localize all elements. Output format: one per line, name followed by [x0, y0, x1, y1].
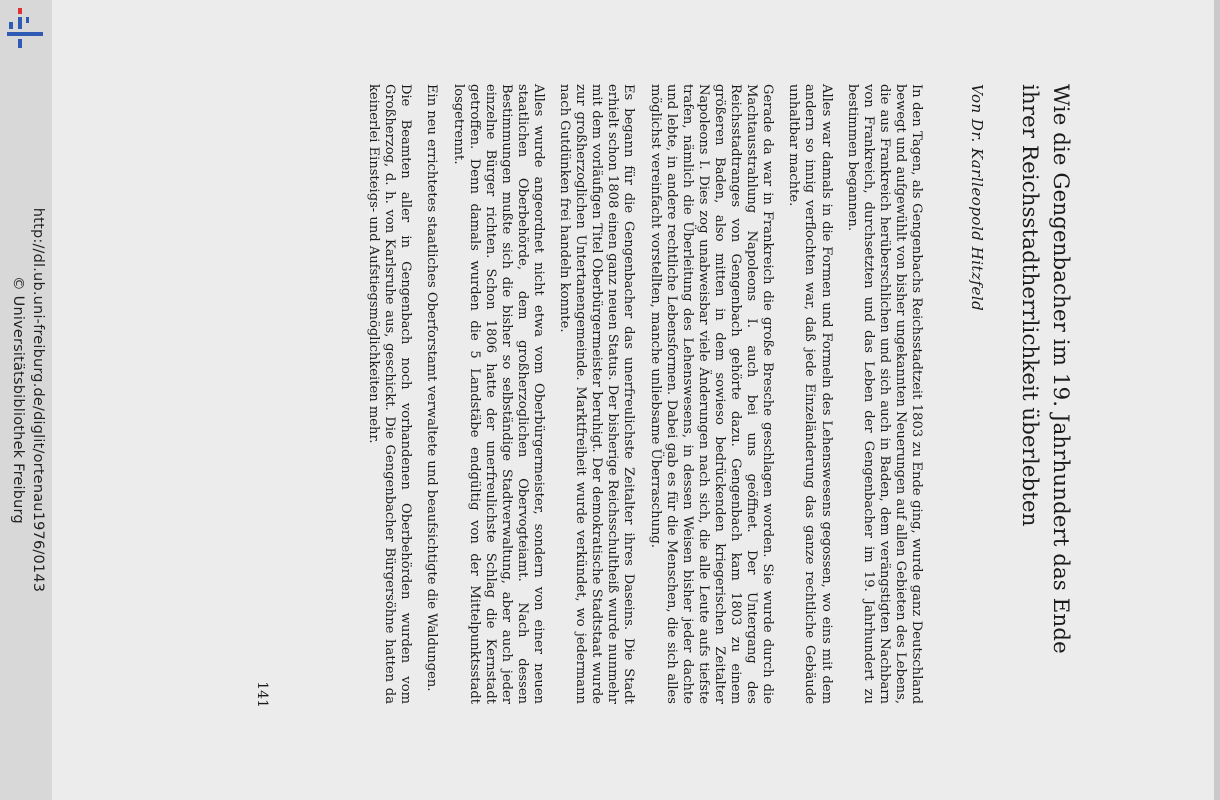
- viewer-sidebar: [0, 0, 52, 800]
- title-line: ihrer Reichsstadtherrlichkeit überlebten: [1017, 84, 1042, 527]
- source-url[interactable]: http://dl.ub.uni-freiburg.de/diglit/ortenau1976/0143: [30, 207, 46, 593]
- paragraph: Ein neu errichtetes staatliches Oberforstamt verwaltete und beaufsichtigte die Waldungen.: [424, 84, 440, 692]
- article-title: [1014, 84, 1076, 704]
- source-info: [4, 0, 48, 800]
- paragraph: Die Beamten aller in Gengenbach noch vorhandenen Oberbehörden wurden vom Großherzog, d. h. von Karlsruhe aus, geschickt. Die Gengenbacher Bürgersöhne hatten da keinerlei Einsteigs- und Aufstiegsmöglichkeiten mehr.: [366, 84, 414, 704]
- rotated-page-content: [122, 52, 1102, 712]
- page-edge: [1214, 0, 1220, 800]
- paragraph: Alles war damals in die Formen und Formeln des Lehenswesens gegossen, wo eins mit dem andern so innig verflochten war, daß jede Einzeländerung das ganze rechtliche Gebäude unhaltbar machte.: [786, 84, 834, 704]
- author-byline: Von Dr. Karlleopold Hitzfeld: [968, 84, 986, 312]
- article-body: [355, 84, 924, 704]
- page-number: 141: [254, 681, 270, 708]
- paragraph: In den Tagen, als Gengenbachs Reichsstadtzeit 1803 zu Ende ging, wurde ganz Deutschland bewegt und aufgewühlt von bisher ungekannten Neuerungen auf allen Gebieten des Lebens, die aus Frankreich herüberschlichen und sich auch in Baden, dem verängstigten Nachbarn von Frankreich, durchsetzten und das Leben der Gengenbacher im 19. Jahrhundert zu bestimmen begannen.: [844, 84, 924, 704]
- paragraph: Gerade da war in Frankreich die große Bresche geschlagen worden. Sie wurde durch die Machtausstrahlung Napoleons I. auch bei uns geöffnet. Der Untergang des Reichsstadtranges von Gengenbach gehörte dazu. Gengenbach kam 1803 zu einem größeren Baden, also mitten in dem sowieso bedrückenden kriegerischen Zeitalter Napoleons I. Dies zog unabweisbar viele Änderungen nach sich, die alle Leute aufs tiefste trafen, nämlich die Überleitung des Lehenswesens, in dessen Weisen bisher jeder dachte und lebte, in andere rechtliche Lebensformen. Dabei gab es für die Menschen, die sich alles möglichst vereinfacht vorstellten, manche unliebsame Überraschung.: [647, 84, 776, 704]
- title-line: Wie die Gengenbacher im 19. Jahrhundert das Ende: [1048, 84, 1073, 654]
- paragraph: Es begann für die Gengenbacher das unerfreulichste Zeitalter ihres Daseins. Die Stadt erhielt schon 1808 einen ganz neuen Status. Der bisherige Reichsschultheiß wurde nunmehr mit dem vorläufigen Titel Oberbürgermeister beruhigt. Der demokratische Stadtstaat wurde zur großherzoglichen Untertanengemeinde. Marktfreiheit wurde verkündet, wo jedermann nach Gutdünken frei handeln konnte.: [557, 84, 637, 704]
- paragraph: Alles wurde angeordnet nicht etwa vom Oberbürgermeister, sondern von einer neuen staatlichen Oberbehörde, dem großherzoglichen Obervogteiamt. Nach dessen Bestimmungen mußte sich die bisher so selbständige Stadtverwaltung, aber auch jeder einzelne Bürger richten. Schon 1806 hatte der unerfreulichste Schlag die Kernstadt getroffen. Denn damals wurden die 5 Landstäbe endgültig von der Mittelpunktsstadt losgetrennt.: [450, 84, 547, 704]
- copyright-notice: © Universitätsbibliothek Freiburg: [10, 276, 26, 524]
